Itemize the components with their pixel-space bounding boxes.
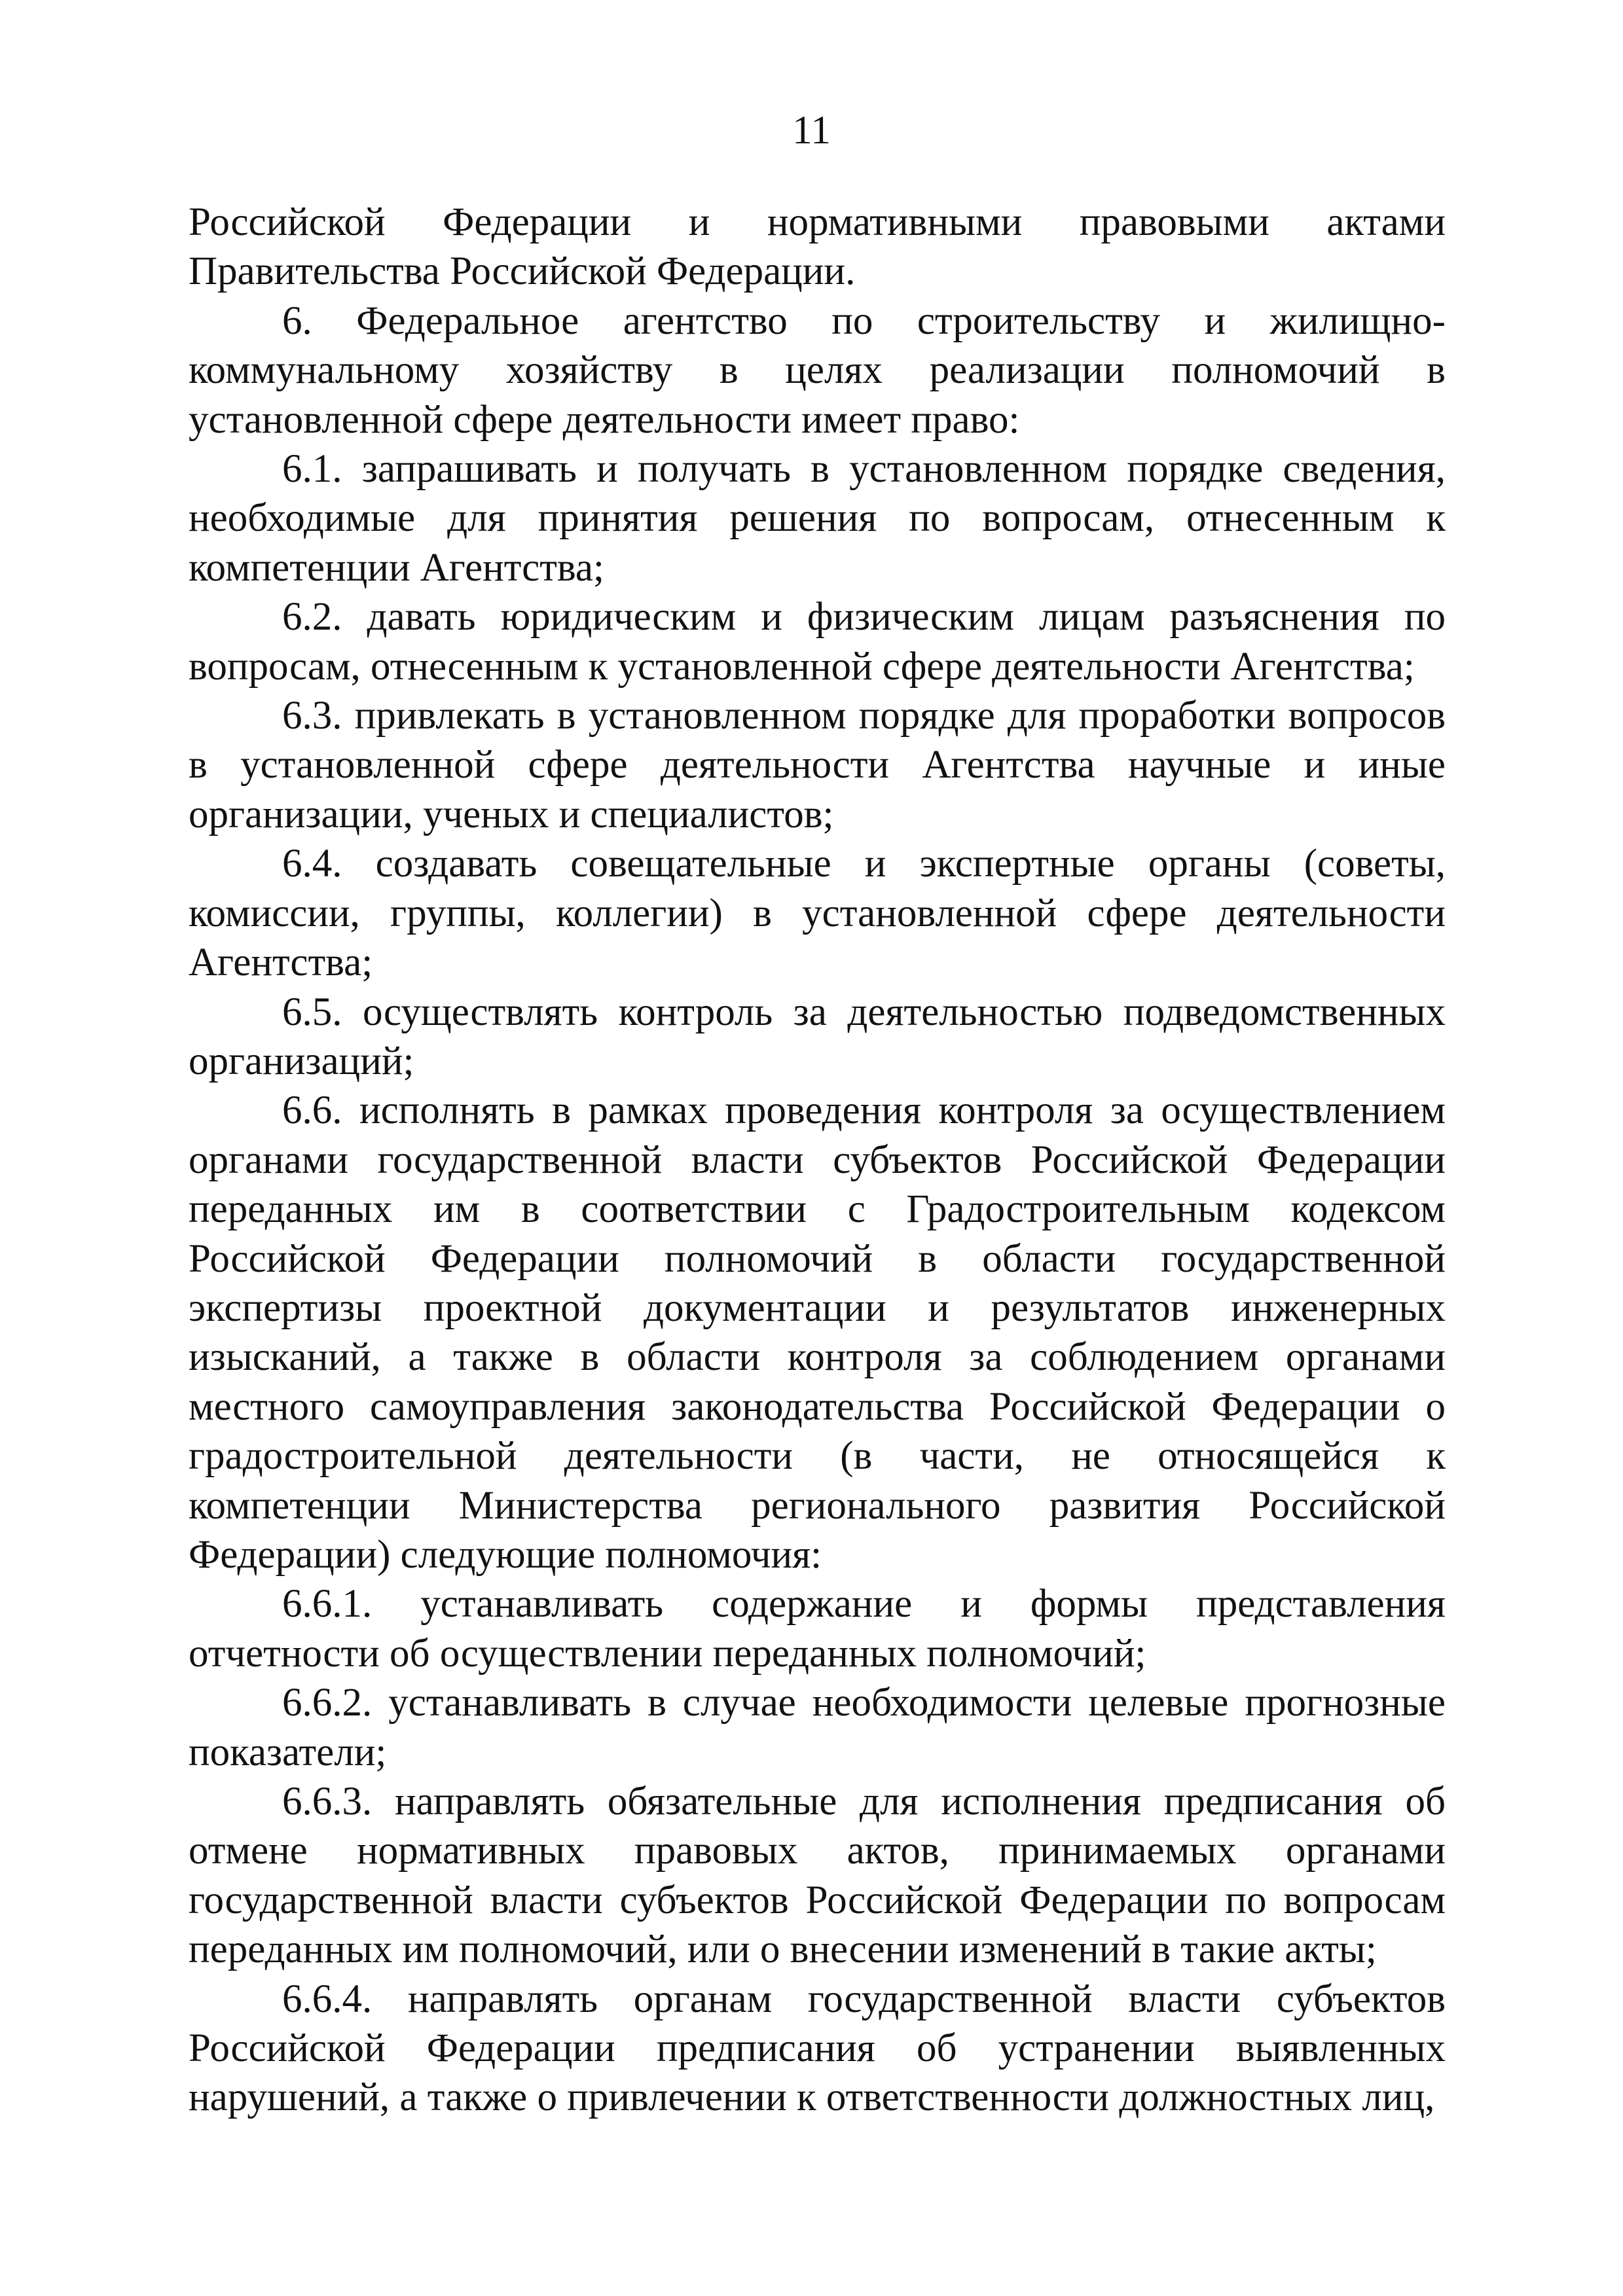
page-number: 11 bbox=[792, 109, 831, 152]
paragraph-6: 6. Федеральное агентство по строительству и жилищно-коммунальному хозяйству в целях реализации полномочий в установленной сфере деятельности имеет право: bbox=[189, 298, 1446, 442]
paragraph-6-2: 6.2. давать юридическим и физическим лицам разъяснения по вопросам, отнесенным к установленной сфере деятельности Агентства; bbox=[189, 595, 1446, 689]
paragraph-6-1: 6.1. запрашивать и получать в установленном порядке сведения, необходимые для принятия решения по вопросам, отнесенным к компетенции Агентства; bbox=[189, 447, 1446, 590]
paragraph-6-6: 6.6. исполнять в рамках проведения контроля за осуществлением органами государственной власти субъектов Российской Федерации переданных им в соответствии с Градостроительным кодексом Российской Федерации полномочий в области государственной экспертизы проектной документации и результатов инженерных изысканий, а также в области контроля за соблюдением органами местного самоуправления законодательства Российской Федерации о градостроительной деятельности (в части, не относящейся к компетенции Министерства регионального развития Российской Федерации) следующие полномочия: bbox=[189, 1088, 1446, 1577]
paragraph-6-4: 6.4. создавать совещательные и экспертные органы (советы, комиссии, группы, коллегии) в установленной сфере деятельности Агентства; bbox=[189, 842, 1446, 985]
paragraph-6-6-4: 6.6.4. направлять органам государственной власти субъектов Российской Федерации предписания об устранении выявленных нарушений, а также о привлечении к ответственности должностных лиц, bbox=[189, 1977, 1446, 2120]
document-body bbox=[189, 198, 1446, 2123]
paragraph-6-6-3: 6.6.3. направлять обязательные для исполнения предписания об отмене нормативных правовых актов, принимаемых органами государственной власти субъектов Российской Федерации по вопросам переданных им полномочий, или о внесении изменений в такие акты; bbox=[189, 1780, 1446, 1972]
paragraph-continuation: Российской Федерации и нормативными правовыми актами Правительства Российской Федерации. bbox=[189, 200, 1446, 294]
paragraph-6-3: 6.3. привлекать в установленном порядке для проработки вопросов в установленной сфере деятельности Агентства научные и иные организации, ученых и специалистов; bbox=[189, 694, 1446, 836]
paragraph-6-5: 6.5. осуществлять контроль за деятельностью подведомственных организаций; bbox=[189, 990, 1446, 1083]
paragraph-6-6-1: 6.6.1. устанавливать содержание и формы представления отчетности об осуществлении переданных полномочий; bbox=[189, 1582, 1446, 1676]
paragraph-6-6-2: 6.6.2. устанавливать в случае необходимости целевые прогнозные показатели; bbox=[189, 1681, 1446, 1774]
